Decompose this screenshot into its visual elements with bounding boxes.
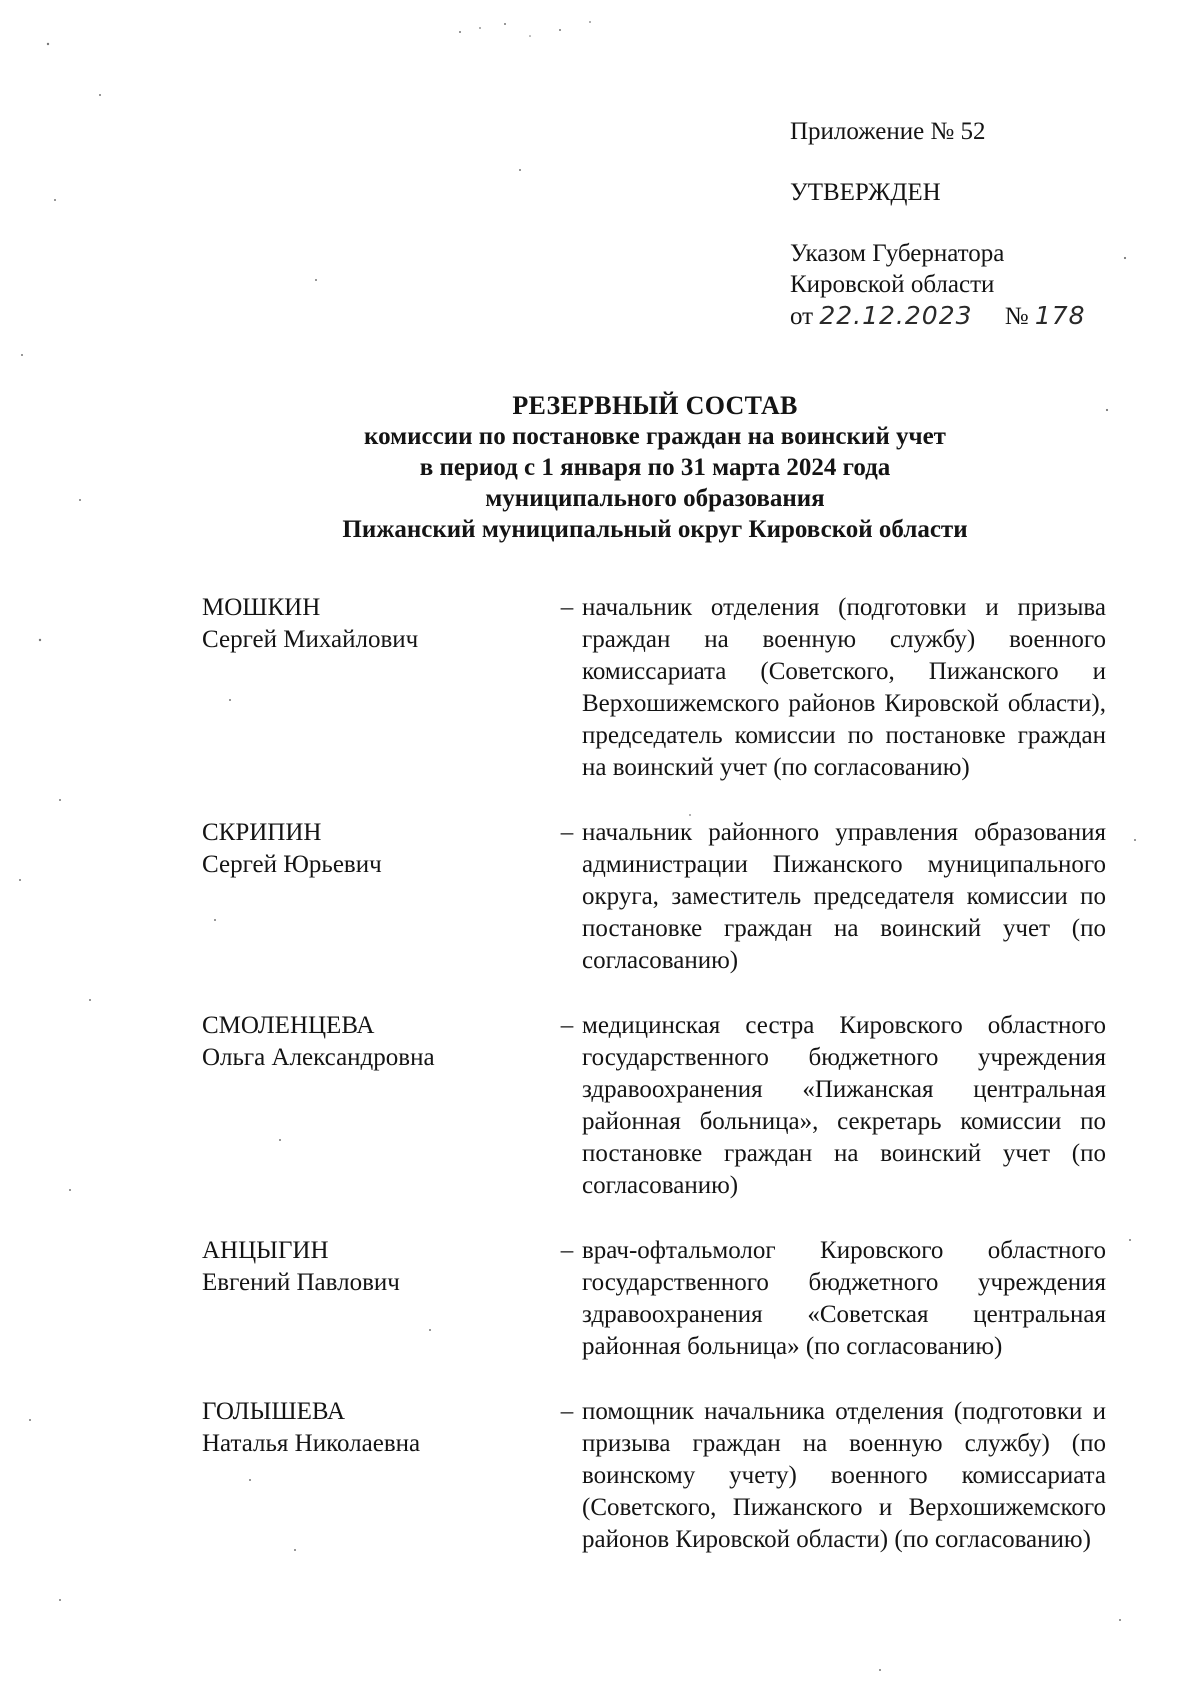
approved-stamp-text: УТВЕРЖДЕН [790, 179, 941, 206]
approval-block [790, 116, 1170, 332]
member-given-name: Сергей Юрьевич [202, 851, 382, 878]
dash-separator: – [560, 819, 574, 846]
list-item [202, 1235, 1106, 1363]
title-line-3: в период с 1 января по 31 марта 2024 года [419, 454, 891, 481]
dash-separator: – [560, 1398, 574, 1425]
decree-line-1: Указом Губернатора [790, 240, 1005, 267]
from-label: от [790, 303, 814, 330]
member-given-name: Сергей Михайлович [202, 626, 419, 653]
decree-date: 22.12.2023 [819, 301, 973, 330]
member-name [202, 817, 552, 881]
dash-separator: – [560, 1237, 574, 1264]
member-given-name: Ольга Александровна [202, 1044, 435, 1071]
member-surname: МОШКИН [202, 594, 321, 621]
decree-number: 178 [1034, 301, 1086, 330]
member-description: помощник начальника отделения (подготовки и призыва граждан на военную службу) (по воинскому учету) военного комиссариата (Советского, Пижанского и Верхошижемского районов Кировской области) (по согласованию) [582, 1398, 1106, 1553]
list-item [202, 1010, 1106, 1202]
member-name [202, 592, 552, 656]
member-surname: СМОЛЕНЦЕВА [202, 1012, 375, 1039]
decree-date-line [790, 300, 1170, 332]
appendix-label: Приложение № 52 [790, 118, 986, 145]
document-title [0, 390, 1200, 545]
number-label: № [1004, 303, 1029, 330]
member-surname: АНЦЫГИН [202, 1237, 329, 1264]
member-name [202, 1235, 552, 1299]
list-item [202, 1396, 1106, 1556]
list-item [202, 817, 1106, 977]
member-surname: ГОЛЫШЕВА [202, 1398, 346, 1425]
member-given-name: Евгений Павлович [202, 1269, 400, 1296]
member-description: начальник отделения (подготовки и призыва граждан на военную службу) военного комиссариата (Советского, Пижанского и Верхошижемского районов Кировской области), председатель комиссии по постановке граждан на воинский учет (по согласованию) [582, 594, 1106, 781]
title-line-4: муниципального образования [485, 485, 825, 512]
member-description: начальник районного управления образования администрации Пижанского муниципального округа, заместитель председателя комиссии по постановке граждан на воинский учет (по согласованию) [582, 819, 1106, 974]
list-item [202, 592, 1106, 784]
dash-separator: – [560, 594, 574, 621]
decree-line-2: Кировской области [790, 271, 995, 298]
title-line-5: Пижанский муниципальный округ Кировской области [342, 516, 968, 543]
member-surname: СКРИПИН [202, 819, 322, 846]
member-name [202, 1396, 552, 1460]
member-given-name: Наталья Николаевна [202, 1430, 421, 1457]
member-description: врач-офтальмолог Кировского областного государственного бюджетного учреждения здравоохранения «Советская центральная районная больница» (по согласованию) [582, 1237, 1106, 1360]
members-list [202, 592, 1106, 1556]
member-name [202, 1010, 552, 1074]
member-description: медицинская сестра Кировского областного государственного бюджетного учреждения здравоохранения «Пижанская центральная районная больница», секретарь комиссии по постановке граждан на воинский учет (по согласованию) [582, 1012, 1106, 1199]
title-main: РЕЗЕРВНЫЙ СОСТАВ [512, 391, 798, 420]
dash-separator: – [560, 1012, 574, 1039]
title-line-2: комиссии по постановке граждан на воинский учет [364, 423, 946, 450]
